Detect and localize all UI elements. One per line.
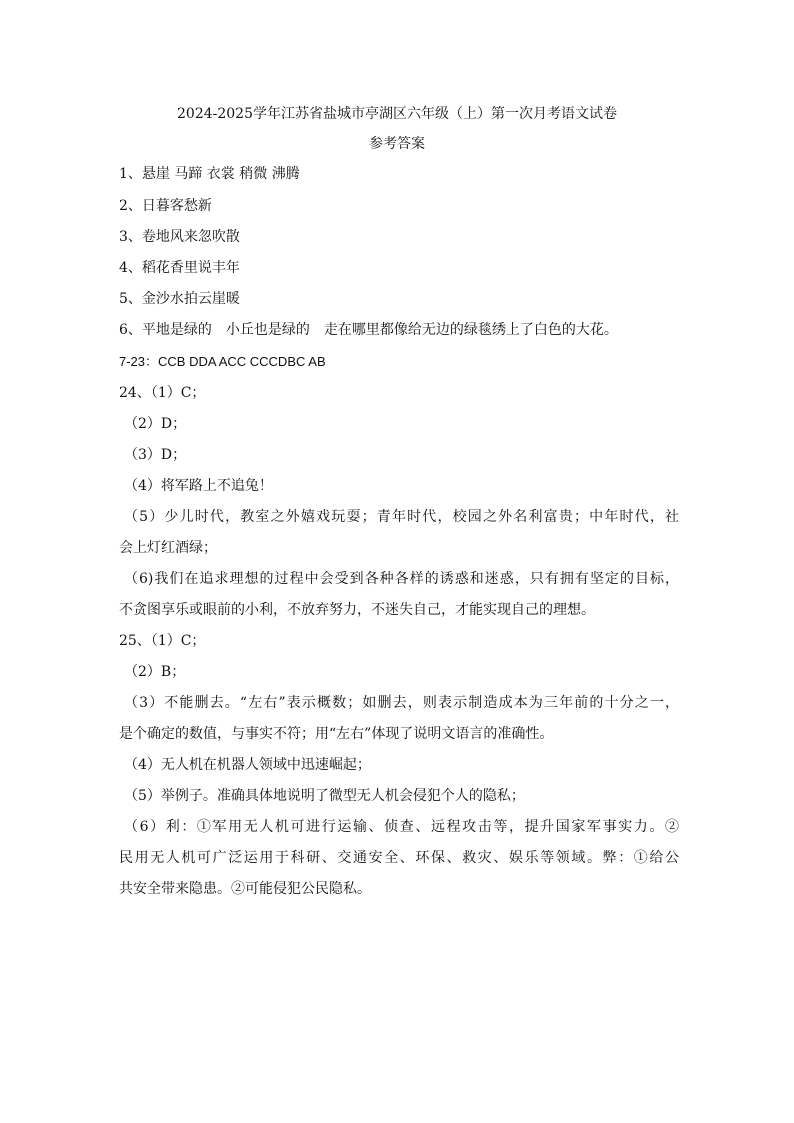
answer-key-heading: 参考答案 bbox=[369, 136, 425, 152]
answer-24-5-line-2: 会上灯红酒绿； bbox=[119, 540, 217, 556]
answer-24-5-line-1: （5）少儿时代，教室之外嬉戏玩耍；青年时代，校园之外名利富贵；中年时代，社 bbox=[124, 509, 679, 525]
exam-title: 2024-2025学年江苏省盐城市亭湖区六年级（上）第一次月考语文试卷 bbox=[177, 106, 617, 122]
answer-24-3: （3）D； bbox=[124, 447, 187, 463]
answer-25-4: （4）无人机在机器人领域中迅速崛起； bbox=[124, 757, 371, 773]
answer-line-2: 2、日暮客愁新 bbox=[119, 198, 212, 214]
answer-line-1: 1、悬崖 马蹄 衣裳 稍微 沸腾 bbox=[119, 166, 300, 182]
answer-24-6-line-1: （6)我们在追求理想的过程中会受到各种各样的诱惑和迷惑，只有拥有坚定的目标， bbox=[124, 571, 679, 587]
answer-line-6: 6、平地是绿的 小丘也是绿的 走在哪里都像给无边的绿毯绣上了白色的大花。 bbox=[119, 322, 618, 338]
answer-25-6-line-3: 共安全带来隐患。②可能侵犯公民隐私。 bbox=[119, 881, 371, 897]
answer-line-4: 4、稻花香里说丰年 bbox=[119, 260, 240, 276]
answer-24-2: （2）D； bbox=[124, 416, 187, 432]
answer-line-5: 5、金沙水拍云崖暖 bbox=[119, 291, 240, 307]
answer-25-3-line-2: 是个确定的数值，与事实不符；用“左右”体现了说明文语言的准确性。 bbox=[119, 726, 554, 742]
answer-25-6-line-1: （6）利：①军用无人机可进行运输、侦查、远程攻击等，提升国家军事实力。② bbox=[124, 819, 679, 835]
answer-24-1: 24、（1）C； bbox=[119, 385, 206, 401]
answer-25-2: （2）B； bbox=[124, 664, 186, 680]
answer-line-3: 3、卷地风来忽吹散 bbox=[119, 229, 240, 245]
answer-line-7-23: 7-23：CCB DDA ACC CCCDBC AB bbox=[119, 354, 326, 369]
answer-24-4: （4）将军路上不追兔！ bbox=[124, 478, 273, 494]
answer-25-6-line-2: 民用无人机可广泛运用于科研、交通安全、环保、救灾、娱乐等领域。弊：①给公 bbox=[119, 850, 679, 866]
answer-25-3-line-1: （3）不能删去。“左右”表示概数；如删去，则表示制造成本为三年前的十分之一， bbox=[124, 695, 679, 711]
answer-24-6-line-2: 不贪图享乐或眼前的小利，不放弃努力，不迷失自己，才能实现自己的理想。 bbox=[119, 602, 595, 618]
answer-25-1: 25、（1）C； bbox=[119, 633, 206, 649]
answer-25-5: （5）举例子。准确具体地说明了微型无人机会侵犯个人的隐私； bbox=[124, 788, 525, 804]
